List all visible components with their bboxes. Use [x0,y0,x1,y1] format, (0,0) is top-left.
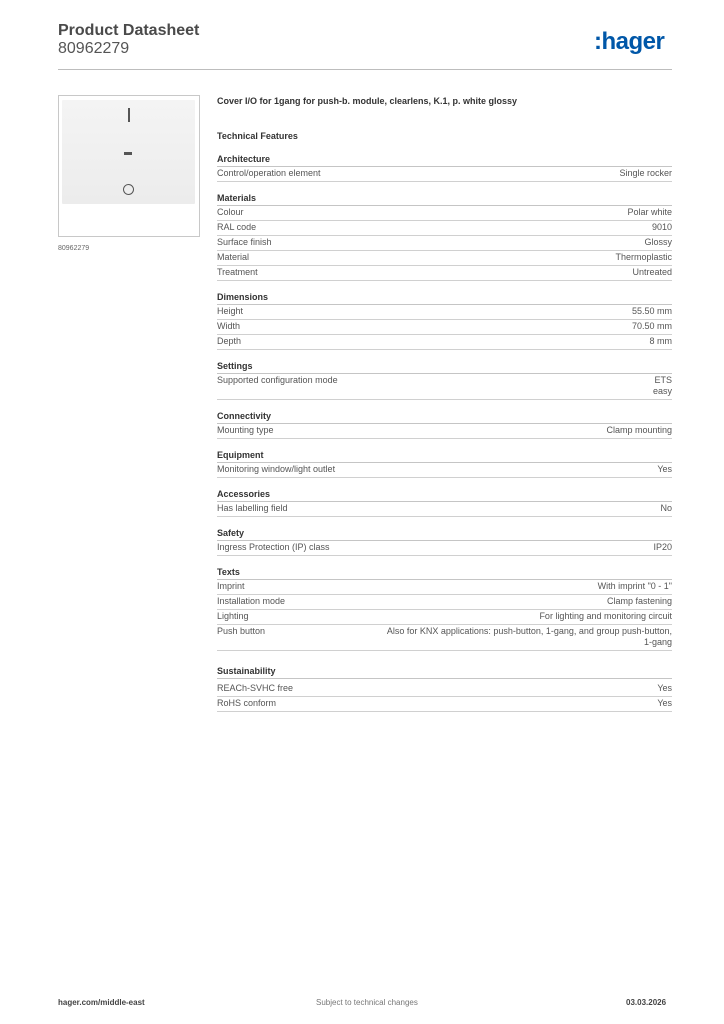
row-value: With imprint "0 - 1" [597,581,672,591]
section-heading: Texts [217,566,672,580]
row-label: Has labelling field [217,503,288,513]
footer-date: 03.03.2026 [626,998,667,1007]
row-value: Thermoplastic [615,252,672,262]
table-row [217,595,672,610]
row-label: Treatment [217,267,258,277]
table-row [217,424,672,439]
page-title: Product Datasheet [58,22,200,39]
section-heading: Settings [217,360,672,374]
features-heading: Technical Features [217,131,298,141]
section-heading: Safety [217,527,672,541]
hager-logo: :hager [594,28,665,55]
row-label: Push button [217,626,266,636]
section-heading: Sustainability [217,665,672,679]
table-row [217,266,672,281]
table-row [217,502,672,517]
dash-symbol-icon [124,152,132,155]
row-value-line: easy [652,386,672,396]
section-materials [217,192,672,281]
table-row [217,167,672,182]
row-value: Clamp fastening [606,596,672,606]
section-accessories [217,488,672,517]
off-symbol-icon [123,184,134,195]
row-value: Untreated [632,267,672,277]
table-row [217,206,672,221]
row-value: No [660,503,672,513]
table-row [217,374,672,400]
row-value: 55.50 mm [631,306,672,316]
technical-features-panel [217,94,672,712]
section-heading: Accessories [217,488,672,502]
row-label: Installation mode [217,596,286,606]
section-settings [217,360,672,400]
row-label: RAL code [217,222,257,232]
row-value: Polar white [627,207,672,217]
row-value: For lighting and monitoring circuit [539,611,672,621]
section-connectivity [217,410,672,439]
row-label: Monitoring window/light outlet [217,464,336,474]
row-value: Yes [657,464,672,474]
image-caption: 80962279 [58,245,90,252]
table-row [217,697,672,712]
row-label: Mounting type [217,425,274,435]
row-value: Single rocker [619,168,672,178]
row-label: Width [217,321,241,331]
section-heading: Equipment [217,449,672,463]
row-value: Glossy [644,237,672,247]
row-label: Supported configuration mode [217,375,338,385]
table-row [217,236,672,251]
table-row [217,335,672,350]
section-heading: Connectivity [217,410,672,424]
row-label: Ingress Protection (IP) class [217,542,330,552]
row-label: Imprint [217,581,245,591]
row-value: Clamp mounting [606,425,672,435]
product-title: Cover I/O for 1gang for push-b. module, clearlens, K.1, p. white glossy [217,96,518,106]
table-row [217,541,672,556]
row-value [653,375,672,397]
row-value: 8 mm [649,336,672,346]
section-texts [217,566,672,651]
section-heading: Materials [217,192,672,206]
row-label: Surface finish [217,237,272,247]
footer-website-link[interactable]: hager.com/middle-east [58,998,145,1007]
on-symbol-icon [128,108,130,122]
section-heading: Dimensions [217,291,672,305]
table-row [217,463,672,478]
row-label: Depth [217,336,242,346]
row-label: Control/operation element [217,168,321,178]
section-dimensions [217,291,672,350]
table-row [217,580,672,595]
table-row [217,625,672,651]
row-value-line: Also for KNX applications: push-button, 1-gang, and group push-button, [386,626,672,636]
table-row [217,610,672,625]
row-value: Yes [657,698,672,708]
table-row [217,682,672,697]
footer-note: Subject to technical changes [316,998,418,1007]
row-label: REACh-SVHC free [217,683,294,693]
row-value: 70.50 mm [631,321,672,331]
row-value: IP20 [653,542,672,552]
table-row [217,305,672,320]
section-equipment [217,449,672,478]
row-label: Lighting [217,611,249,621]
section-safety [217,527,672,556]
row-label: RoHS conform [217,698,277,708]
row-label: Material [217,252,250,262]
section-heading: Architecture [217,153,672,167]
table-row [217,320,672,335]
row-label: Height [217,306,244,316]
row-value: Yes [657,683,672,693]
row-value-line: 1-gang [643,637,672,647]
row-label: Colour [217,207,244,217]
table-row [217,221,672,236]
row-value-line: ETS [654,375,672,385]
row-value [387,626,672,648]
section-architecture [217,153,672,182]
row-value: 9010 [651,222,672,232]
table-row [217,251,672,266]
section-sustainability [217,665,672,712]
header-divider [58,69,672,70]
product-number: 80962279 [58,40,130,57]
